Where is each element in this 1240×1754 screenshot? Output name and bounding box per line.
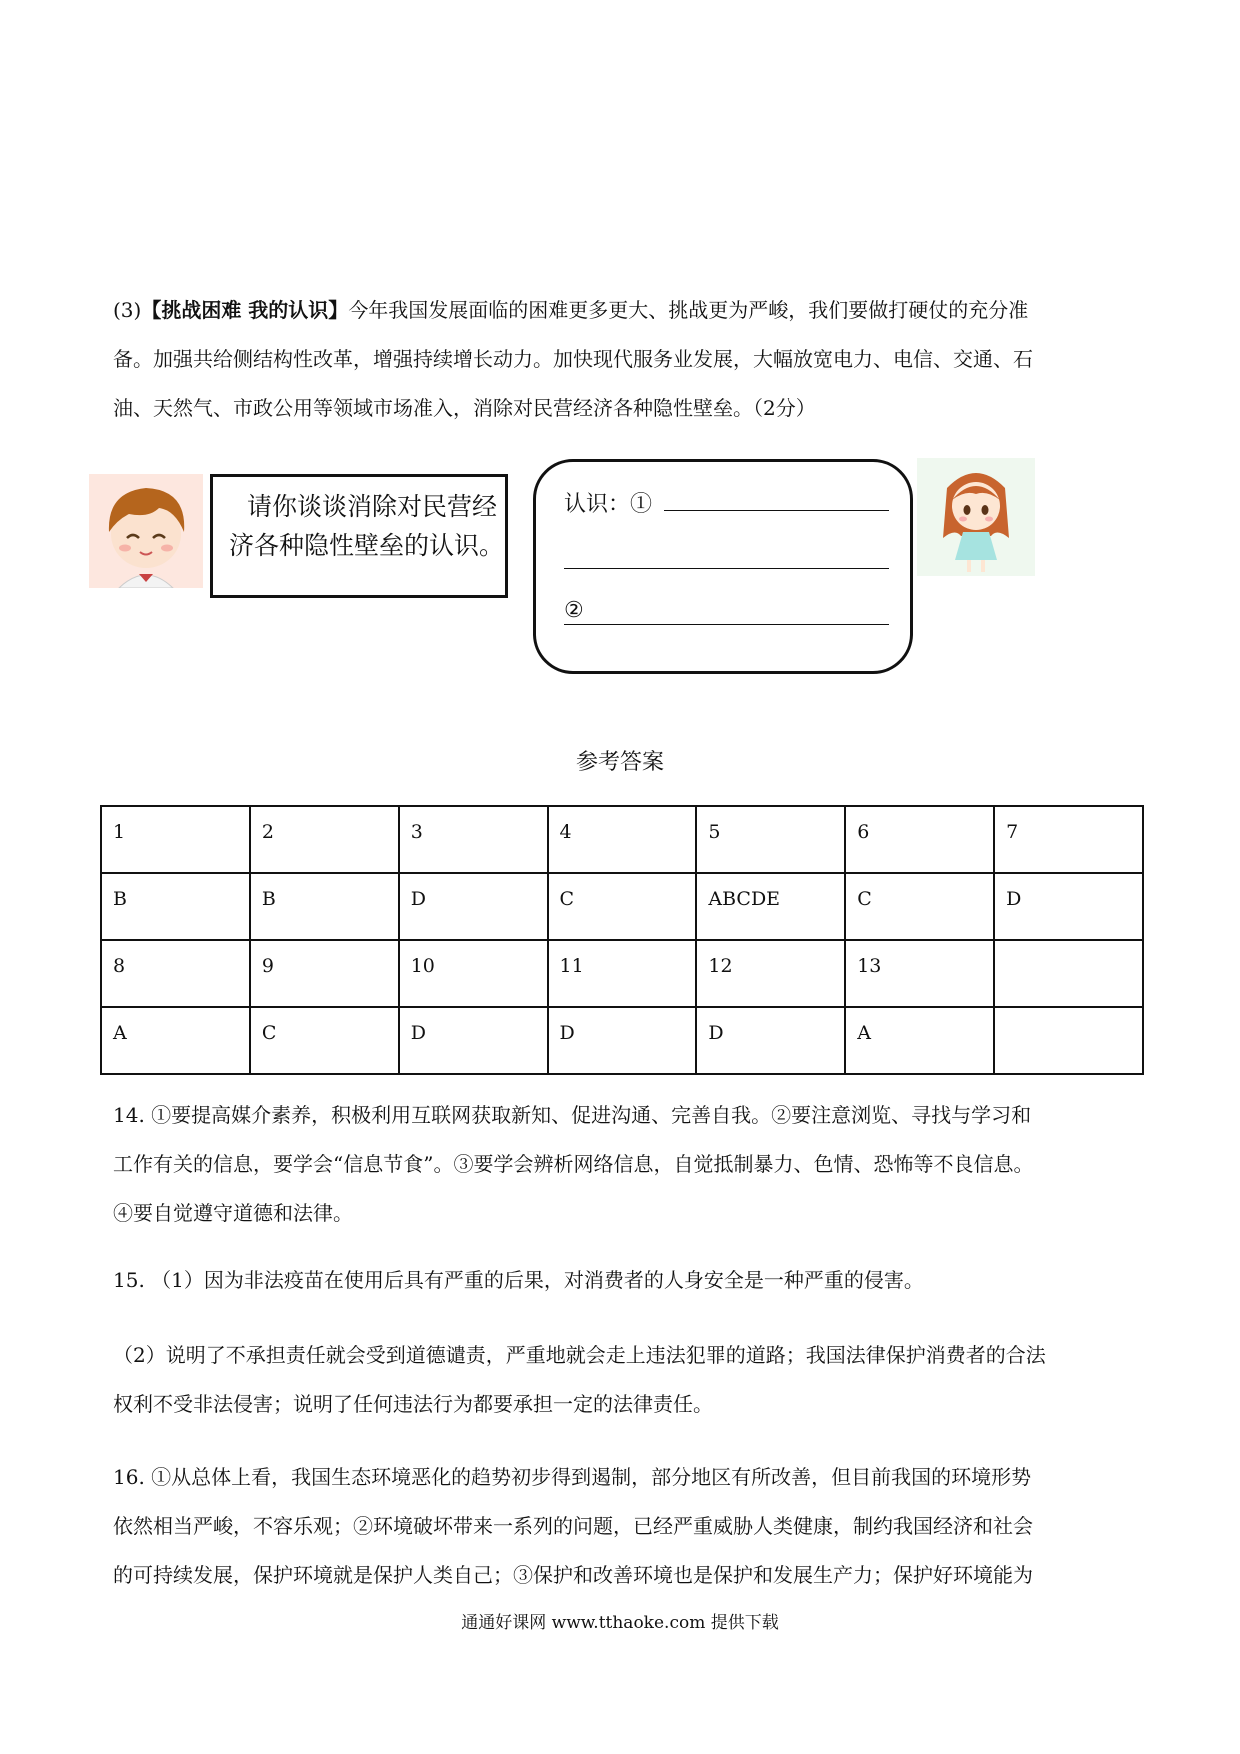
table-cell: A bbox=[101, 1007, 250, 1074]
answer-16 bbox=[113, 1453, 1133, 1600]
answer-label-2: ② bbox=[564, 598, 584, 623]
answer-15-line: （2）说明了不承担责任就会受到道德谴责，严重地就会走上违法犯罪的道路；我国法律保护消费者的合法 bbox=[113, 1343, 1046, 1367]
table-cell: A bbox=[845, 1007, 994, 1074]
table-cell: 6 bbox=[845, 806, 994, 873]
table-cell: D bbox=[548, 1007, 697, 1074]
table-cell: 9 bbox=[250, 940, 399, 1007]
table-cell: 2 bbox=[250, 806, 399, 873]
answer-label-1: 认识：① bbox=[564, 492, 653, 517]
table-cell: 1 bbox=[101, 806, 250, 873]
table-cell: D bbox=[696, 1007, 845, 1074]
table-cell: C bbox=[845, 873, 994, 940]
table-row bbox=[101, 940, 1143, 1007]
answer-line-1[interactable] bbox=[664, 510, 889, 511]
table-cell: 5 bbox=[696, 806, 845, 873]
table-cell: C bbox=[250, 1007, 399, 1074]
table-cell: 7 bbox=[994, 806, 1143, 873]
boy-avatar bbox=[89, 474, 203, 588]
answer-15-line: 15. （1）因为非法疫苗在使用后具有严重的后果，对消费者的人身安全是一种严重的侵害。 bbox=[113, 1268, 924, 1292]
table-cell: D bbox=[994, 873, 1143, 940]
table-cell: 8 bbox=[101, 940, 250, 1007]
question-number: (3) bbox=[113, 298, 142, 322]
answer-line-2[interactable] bbox=[564, 568, 889, 569]
answer-15-part-1 bbox=[113, 1256, 1133, 1305]
answer-line-3[interactable] bbox=[564, 624, 889, 625]
question-3-text bbox=[113, 286, 1133, 433]
answer-16-line: 的可持续发展，保护环境就是保护人类自己；③保护和改善环境也是保护和发展生产力；保护好环境能为 bbox=[113, 1563, 1033, 1587]
prompt-box bbox=[210, 474, 508, 598]
table-cell: D bbox=[399, 873, 548, 940]
table-cell: 3 bbox=[399, 806, 548, 873]
answer-14-line: ④要自觉遵守道德和法律。 bbox=[113, 1201, 353, 1225]
reference-title: 参考答案 bbox=[575, 750, 664, 775]
question-line-1: 今年我国发展面临的困难更多更大、挑战更为严峻，我们要做打硬仗的充分准 bbox=[348, 298, 1029, 322]
answer-16-line: 依然相当严峻，不容乐观；②环境破坏带来一系列的问题，已经严重威胁人类健康，制约我国经济和社会 bbox=[113, 1514, 1033, 1538]
question-title: 【挑战困难 我的认识】 bbox=[141, 298, 349, 322]
table-cell: 10 bbox=[399, 940, 548, 1007]
answer-14-line: 14. ①要提高媒介素养，积极利用互联网获取新知、促进沟通、完善自我。②要注意浏览、寻找与学习和 bbox=[113, 1103, 1032, 1127]
table-cell: 4 bbox=[548, 806, 697, 873]
table-row bbox=[101, 806, 1143, 873]
table-row bbox=[101, 1007, 1143, 1074]
answer-box bbox=[533, 459, 913, 674]
table-cell bbox=[994, 940, 1143, 1007]
answer-16-line: 16. ①从总体上看，我国生态环境恶化的趋势初步得到遏制，部分地区有所改善，但目前我国的环境形势 bbox=[113, 1465, 1032, 1489]
answer-14 bbox=[113, 1091, 1133, 1238]
table-cell bbox=[994, 1007, 1143, 1074]
question-line-3: 油、天然气、市政公用等领域市场准入，消除对民营经济各种隐性壁垒。（2分） bbox=[113, 396, 816, 420]
answer-15-line: 权利不受非法侵害；说明了任何违法行为都要承担一定的法律责任。 bbox=[113, 1392, 713, 1416]
footer: 通通好课网 www.tthaoke.com 提供下载 bbox=[461, 1613, 779, 1633]
table-cell: B bbox=[250, 873, 399, 940]
question-line-2: 备。加强共给侧结构性改革，增强持续增长动力。加快现代服务业发展，大幅放宽电力、电信、交通、石 bbox=[113, 347, 1033, 371]
table-cell: B bbox=[101, 873, 250, 940]
answer-14-line: 工作有关的信息，要学会“信息节食”。③要学会辨析网络信息，自觉抵制暴力、色情、恐怖等不良信息。 bbox=[113, 1152, 1034, 1176]
table-row bbox=[101, 873, 1143, 940]
table-cell: ABCDE bbox=[696, 873, 845, 940]
table-cell: 13 bbox=[845, 940, 994, 1007]
answer-15-part-2 bbox=[113, 1331, 1133, 1429]
table-cell: C bbox=[548, 873, 697, 940]
table-cell: D bbox=[399, 1007, 548, 1074]
table-cell: 11 bbox=[548, 940, 697, 1007]
prompt-line-2: 济各种隐性壁垒的认识。 bbox=[229, 531, 505, 560]
girl-avatar bbox=[917, 458, 1035, 576]
prompt-line-1: 请你谈谈消除对民营经 bbox=[247, 492, 498, 521]
table-cell: 12 bbox=[696, 940, 845, 1007]
answer-table bbox=[100, 805, 1144, 1075]
